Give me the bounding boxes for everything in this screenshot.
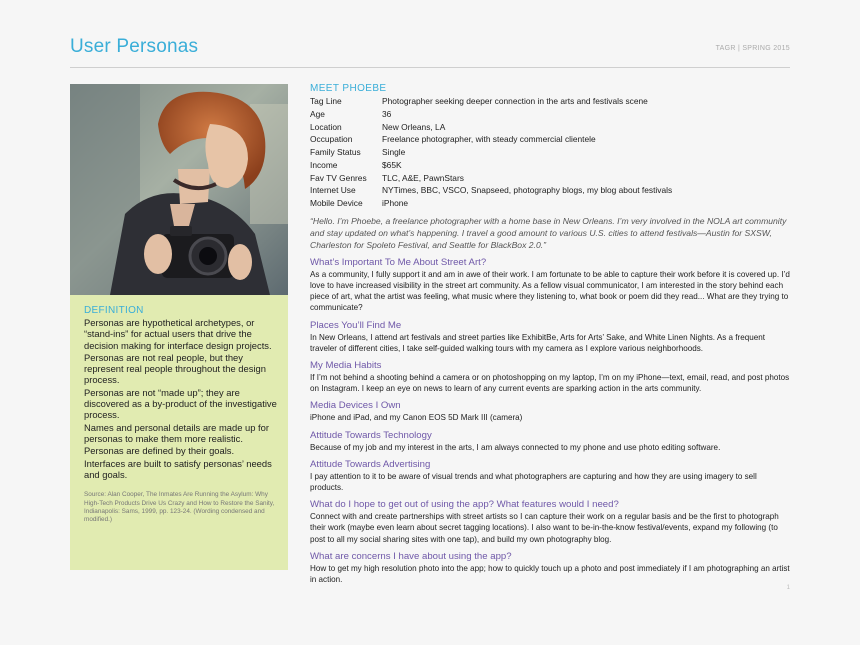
fact-label: Income: [310, 159, 338, 170]
fact-value: Single: [382, 147, 406, 157]
fact-value: TLC, A&E, PawnStars: [382, 172, 464, 183]
section-title: Places You’ll Find Me: [310, 319, 402, 331]
section-body: I pay attention to it to be aware of visual trends and what photographers are capturing and how they are using imagery to sell products.: [310, 471, 757, 492]
page-title: User Personas: [70, 36, 199, 57]
definition-paragraph: Interfaces are built to satisfy personas’ needs and goals.: [84, 457, 272, 480]
fact-row: [310, 108, 790, 121]
header-meta: TAGR | SPRING 2015: [715, 45, 790, 52]
persona-facts: [310, 95, 790, 210]
definition-paragraph: Personas are not “made up”; they are discovered as a by-product of the investigative process.: [84, 386, 277, 421]
section-body: In New Orleans, I attend art festivals and street parties like ExhibitBe, Arts for Arts’ Sake, and White Linen Nights. As a frequent traveler of different cities, I take self-guided walking tours with my camera as I explore various neighborhoods.: [310, 332, 765, 353]
fact-value: iPhone: [382, 198, 409, 208]
persona-photo: [70, 84, 288, 295]
section-title: Media Devices I Own: [310, 400, 401, 412]
fact-label: Tag Line: [310, 96, 342, 106]
fact-label: Mobile Device: [310, 198, 363, 208]
fact-row: [310, 121, 790, 134]
definition-paragraph: Personas are not real people, but they represent real people throughout the design process.: [84, 351, 266, 386]
definition-source: Source: Alan Cooper, The Inmates Are Running the Asylum: Why High-Tech Products Drive Us Crazy and How to Restore the Sanity, Indianapolis: Sams, 1999, pp. 123-24. (Wording condensed and modified.): [84, 491, 275, 524]
persona-content: [310, 83, 790, 585]
fact-row: [310, 133, 790, 146]
fact-label: Age: [310, 108, 325, 119]
section-title: What are concerns I have about using the app?: [310, 550, 512, 562]
persona-title: MEET PHOEBE: [310, 83, 387, 94]
definition-paragraph: Personas are defined by their goals.: [84, 445, 235, 457]
fact-label: Occupation: [310, 134, 353, 145]
fact-row: [310, 184, 790, 197]
fact-value: 36: [382, 108, 392, 119]
section-body: How to get my high resolution photo into the app; how to quickly touch up a photo and post immediately if I am photographing an artist in action.: [310, 563, 790, 584]
fact-value: $65K: [382, 159, 402, 170]
section-title: What’s Important To Me About Street Art?: [310, 256, 487, 268]
fact-label: Internet Use: [310, 185, 356, 196]
fact-label: Family Status: [310, 147, 361, 157]
section-title: Attitude Towards Technology: [310, 429, 432, 441]
fact-row: [310, 146, 790, 159]
section-body: Connect with and create partnerships with street artists so I can capture their work on a regular basis and be the first to photograph their work (maybe even learn about secret tagging locations). I also want to be-in-the-know festival/events, expand my following (to post to all my social sharing sites with one tap), and build my own photography blog.: [310, 512, 779, 544]
section-body: As a community, I fully support it and am in awe of their work. I am fortunate to be able to capture their work before it is covered up. I’d love to have increased visibility in the street art community. As a fellow visual communicator, I am interested in the story behind each piece of art, what the artist was feeling, what music where they listening to, what book or poem did they read... What are they trying to communicate?: [310, 269, 790, 313]
section-body: Because of my job and my interest in the arts, I am always connected to my phone and use photo editing software.: [310, 442, 721, 452]
fact-row: [310, 159, 790, 172]
fact-value: NYTimes, BBC, VSCO, Snapseed, photography blogs, my blog about festivals: [382, 185, 673, 196]
fact-label: Fav TV Genres: [310, 172, 367, 183]
fact-label: Location: [310, 121, 342, 132]
definition-panel: [70, 295, 288, 570]
fact-row: [310, 172, 790, 185]
definition-paragraph: Names and personal details are made up for personas to make them more realistic.: [84, 421, 270, 444]
section-title: My Media Habits: [310, 359, 382, 371]
fact-row: [310, 95, 790, 108]
header-divider: [70, 67, 790, 68]
page-number: 1: [786, 585, 790, 591]
persona-quote: “Hello. I’m Phoebe, a freelance photographer with a home base in New Orleans. I’m very involved in the NOLA art community and stay updated on what’s happening. I travel a good amount to various U.S. cities to attend festivals—Austin for SXSW, Charleston for Spoleto Festival, and Seattle for BlackBox 2.0.”: [310, 215, 787, 250]
definition-title: DEFINITION: [84, 305, 144, 316]
section-title: What do I hope to get out of using the app? What features would I need?: [310, 499, 619, 511]
fact-row: [310, 197, 790, 210]
section-body: If I’m not behind a shooting behind a camera or on photoshopping on my laptop, I’m on my iPhone—text, email, read, and post photos on Instagram. I keep an eye on news to learn of any current events are sparking action in the arts community.: [310, 372, 790, 394]
fact-value: New Orleans, LA: [382, 121, 446, 132]
fact-value: Freelance photographer, with steady commercial clientele: [382, 134, 596, 145]
fact-value: Photographer seeking deeper connection in the arts and festivals scene: [382, 96, 648, 106]
section-body: iPhone and iPad, and my Canon EOS 5D Mark III (camera): [310, 413, 523, 423]
definition-paragraph: Personas are hypothetical archetypes, or “stand-ins” for actual users that drive the decision making for interface design projects.: [84, 317, 272, 351]
section-title: Attitude Towards Advertising: [310, 458, 431, 470]
